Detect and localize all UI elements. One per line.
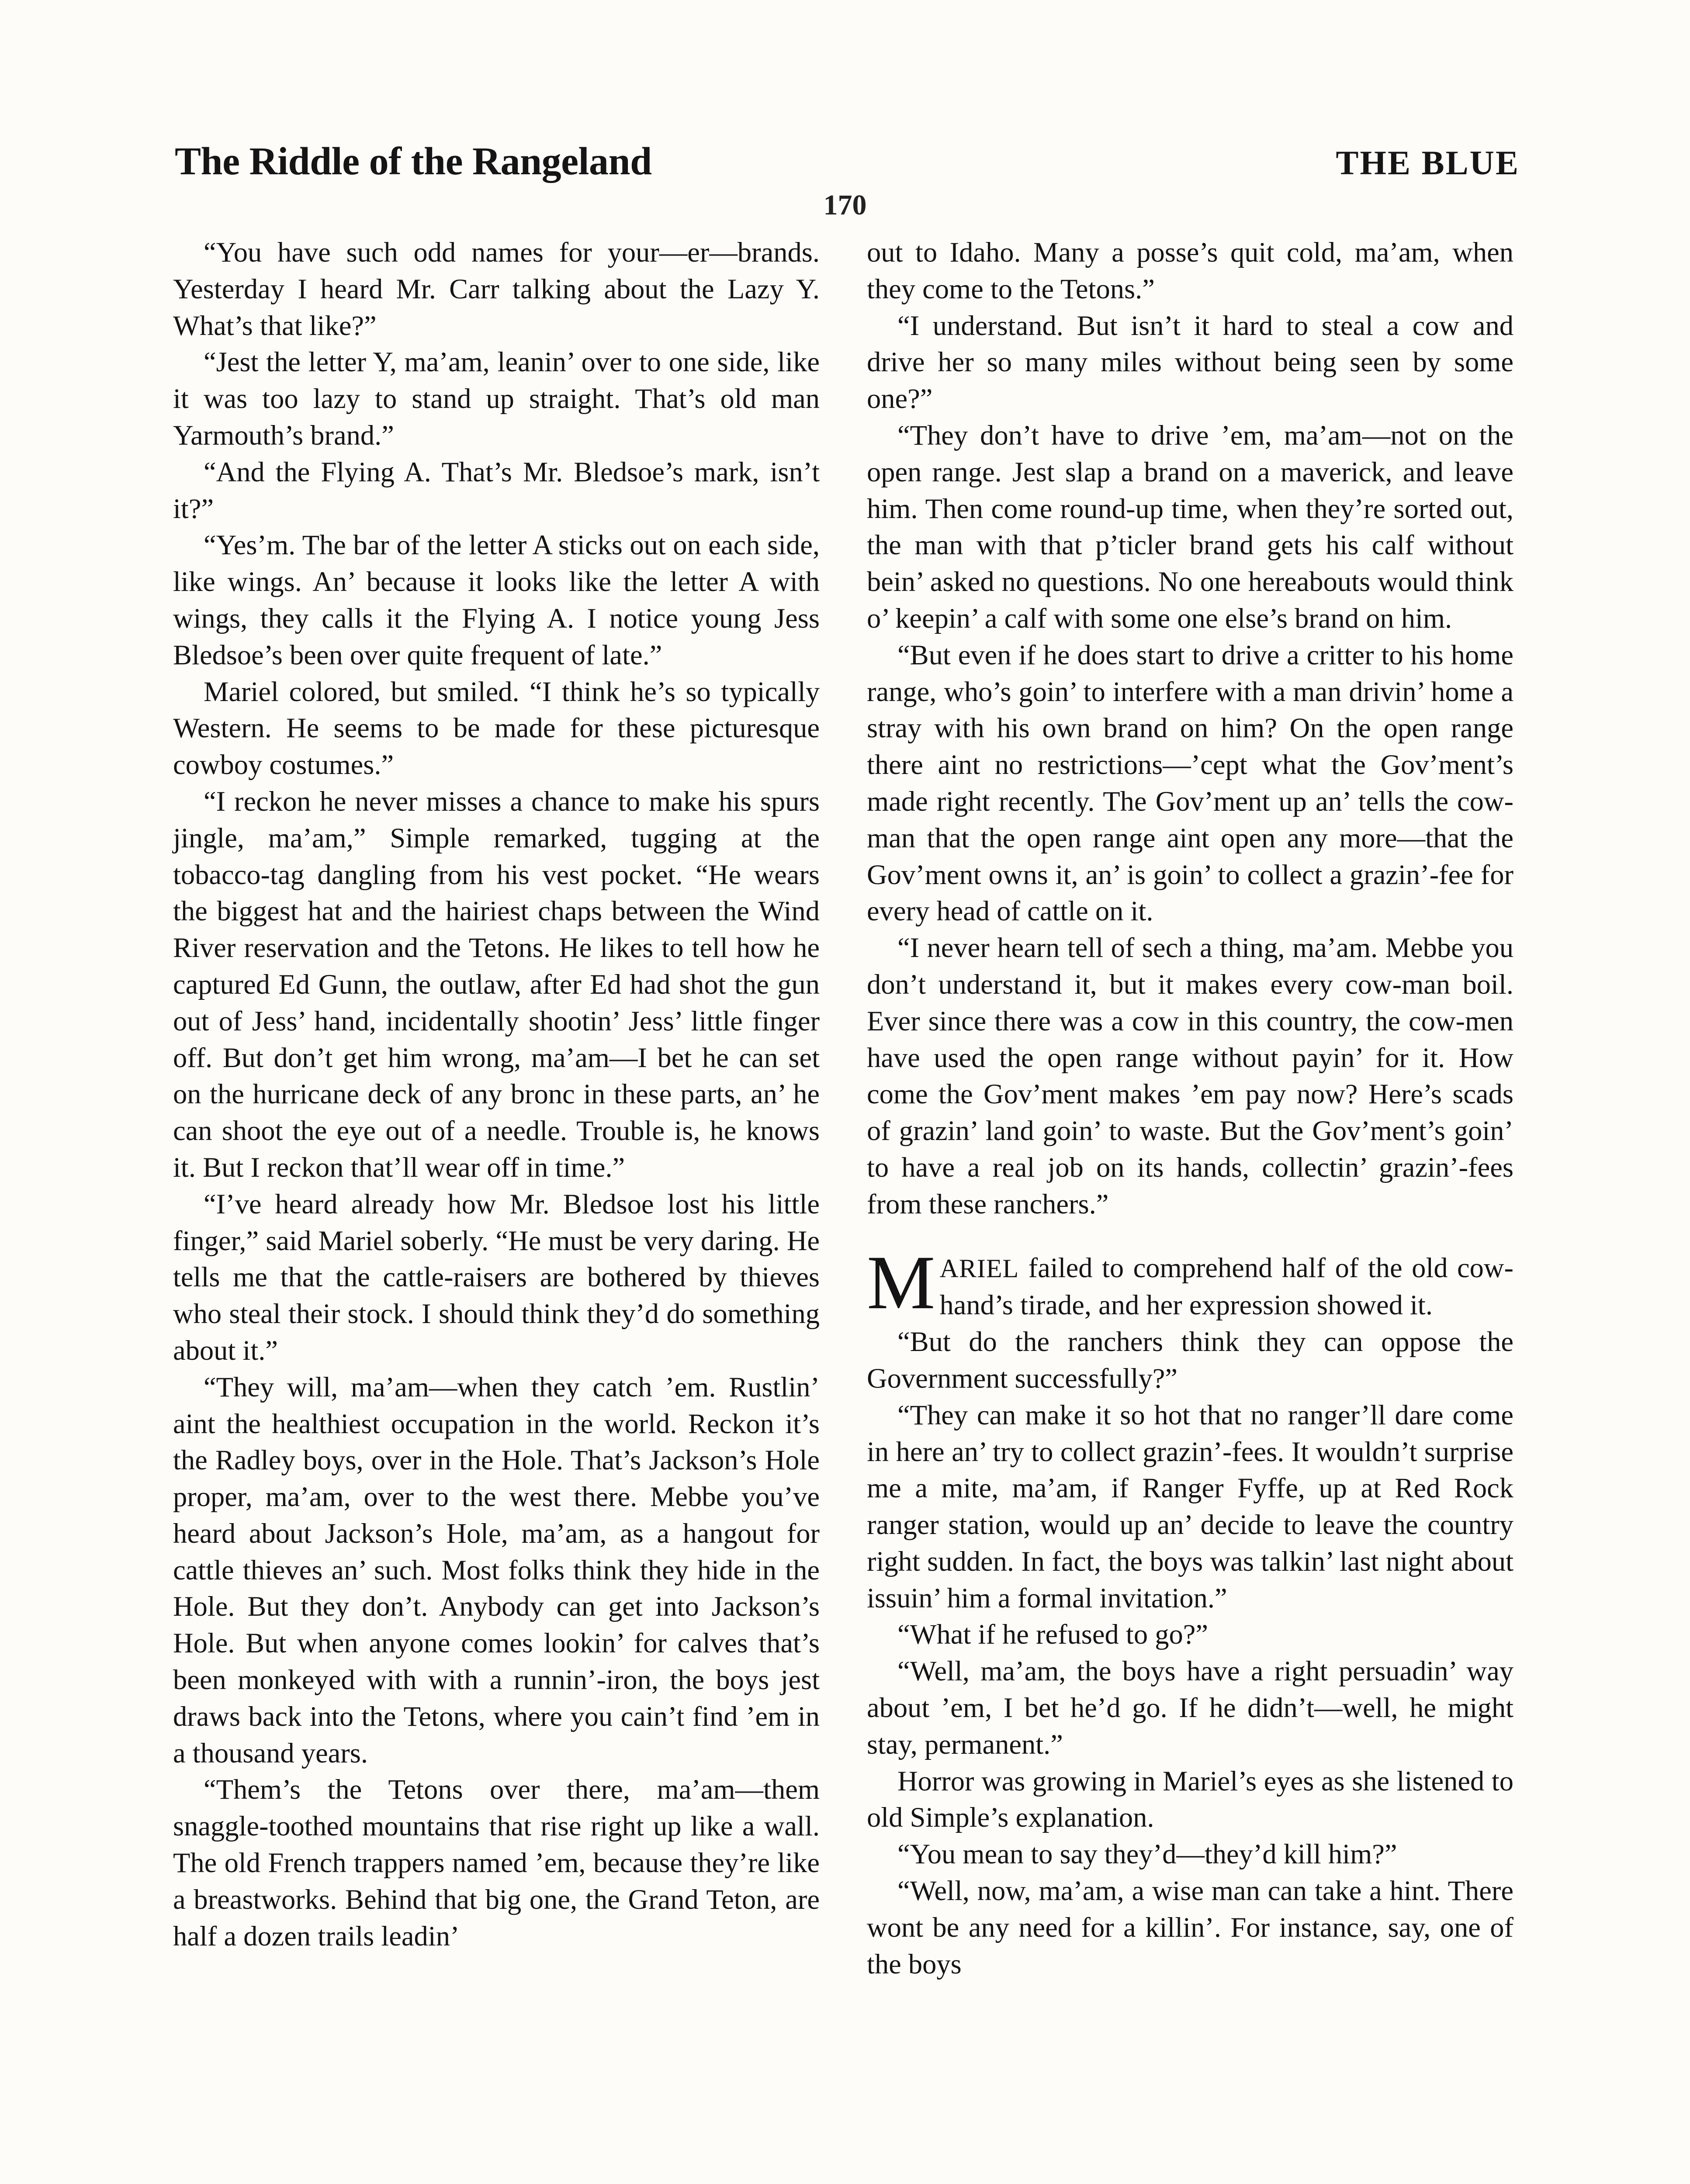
paragraph: “I understand. But isn’t it hard to steal a cow and drive her so many miles without being seen by some one?” — [867, 310, 1513, 415]
dropcap-letter: M — [867, 1240, 935, 1325]
left-column — [173, 234, 820, 1954]
paragraph: “But even if he does start to drive a critter to his home range, who’s goin’ to interfere with a man drivin’ home a stray with his own brand on him? On the open range there aint no restrictions—’cept what the Gov’ment’s made right recently. The Gov’ment up an’ tells the cow-man that the open range aint open any more—that the Gov’ment owns it, an’ is goin’ to collect a grazin’-fee for every head of cattle on it. — [867, 639, 1513, 927]
paragraph: “Well, ma’am, the boys have a right persuadin’ way about ’em, I bet he’d go. If he didn’t—well, he might stay, permanent.” — [867, 1655, 1513, 1760]
dropcap-paragraph — [867, 1240, 1513, 1325]
paragraph: “You have such odd names for your—er—brands. Yesterday I heard Mr. Carr talking about the Lazy Y. What’s that like?” — [173, 237, 820, 341]
paragraph: “I reckon he never misses a chance to make his spurs jingle, ma’am,” Simple remarked, tugging at the tobacco-tag dangling from his vest pocket. “He wears the biggest hat and the hairiest chaps between the Wind River reservation and the Tetons. He likes to tell how he captured Ed Gunn, the outlaw, after Ed had shot the gun out of Jess’ hand, incidentally shootin’ Jess’ little finger off. But don’t get him wrong, ma’am—I bet he can set on the hurricane deck of any bronc in these parts, an’ he can shoot the eye out of a needle. Trouble is, he knows it. But I reckon that’ll wear off in time.” — [173, 785, 820, 1183]
paragraph: Horror was growing in Mariel’s eyes as she listened to old Simple’s explanation. — [867, 1765, 1513, 1833]
paragraph: out to Idaho. Many a posse’s quit cold, ma’am, when they come to the Tetons.” — [867, 237, 1513, 304]
right-column — [867, 234, 1513, 1982]
paragraph: “They can make it so hot that no ranger’ll dare come in here an’ try to collect grazin’-fees. It wouldn’t surprise me a mite, ma’am, if Ranger Fyffe, up at Red Rock ranger station, would up an’ decide to leave the country right sudden. In fact, the boys was talkin’ last night about issuin’ him a formal invitation.” — [867, 1399, 1513, 1614]
dropcap-rest: failed to comprehend half of the old cow-hand’s tirade, and her expression showed it. — [939, 1252, 1513, 1321]
paragraph: “Well, now, ma’am, a wise man can take a hint. There wont be any need for a killin’. For instance, say, one of the boys — [867, 1875, 1513, 1980]
paragraph: “They will, ma’am—when they catch ’em. Rustlin’ aint the healthiest occupation in the world. Reckon it’s the Radley boys, over in the Hole. That’s Jackson’s Hole proper, ma’am, over to the west there. Mebbe you’ve heard about Jackson’s Hole, ma’am, as a hangout for cattle thieves an’ such. Most folks think they hide in the Hole. But they don’t. Anybody can get into Jackson’s Hole. But when anyone comes lookin’ for calves that’s been monkeyed with with a runnin’-iron, the boys jest draws back into the Tetons, where you cain’t find ’em in a thousand years. — [173, 1371, 820, 1769]
paragraph: “I’ve heard already how Mr. Bledsoe lost his little finger,” said Mariel soberly. “He must be very daring. He tells me that the cattle-raisers are bothered by thieves who steal their stock. I should think they’d do something about it.” — [173, 1188, 820, 1366]
page-number: 170 — [823, 189, 867, 221]
paragraph: “And the Flying A. That’s Mr. Bledsoe’s mark, isn’t it?” — [173, 456, 820, 524]
running-head-title: The Riddle of the Rangeland — [175, 140, 652, 183]
dropcap-smallcaps: ARIEL — [939, 1254, 1019, 1283]
paragraph: Mariel colored, but smiled. “I think he’s so typically Western. He seems to be made for these picturesque cowboy costumes.” — [173, 676, 820, 781]
right-column-top — [867, 234, 1513, 1223]
paragraph: “Jest the letter Y, ma’am, leanin’ over to one side, like it was too lazy to stand up straight. That’s old man Yarmouth’s brand.” — [173, 346, 820, 451]
paragraph: “They don’t have to drive ’em, ma’am—not on the open range. Jest slap a brand on a maverick, and leave him. Then come round-up time, when they’re sorted out, the man with that p’ticler brand gets his calf without bein’ asked no questions. No one hereabouts would think o’ keepin’ a calf with some one else’s brand on him. — [867, 419, 1513, 634]
paragraph: “Yes’m. The bar of the letter A sticks out on each side, like wings. An’ because it looks like the letter A with wings, they calls it the Flying A. I notice young Jess Bledsoe’s been over quite frequent of late.” — [173, 529, 820, 670]
paragraph: “But do the ranchers think they can oppose the Government successfully?” — [867, 1326, 1513, 1394]
paragraph: “You mean to say they’d—they’d kill him?” — [897, 1838, 1397, 1870]
running-head-magazine: THE BLUE — [1336, 144, 1520, 182]
paragraph: “I never hearn tell of sech a thing, ma’am. Mebbe you don’t understand it, but it makes every cow-man boil. Ever since there was a cow in this country, the cow-men have used the open range without payin’ for it. How come the Gov’ment makes ’em pay now? Here’s scads of grazin’ land goin’ to waste. But the Gov’ment’s goin’ to have a real job on its hands, collectin’ grazin’-fees from these ranchers.” — [867, 932, 1513, 1220]
paragraph: “Them’s the Tetons over there, ma’am—them snaggle-toothed mountains that rise right up like a wall. The old French trappers named ’em, because they’re like a breastworks. Behind that big one, the Grand Teton, are half a dozen trails leadin’ — [173, 1774, 820, 1952]
paragraph: “What if he refused to go?” — [897, 1619, 1208, 1650]
right-column-bottom — [867, 1324, 1513, 1982]
